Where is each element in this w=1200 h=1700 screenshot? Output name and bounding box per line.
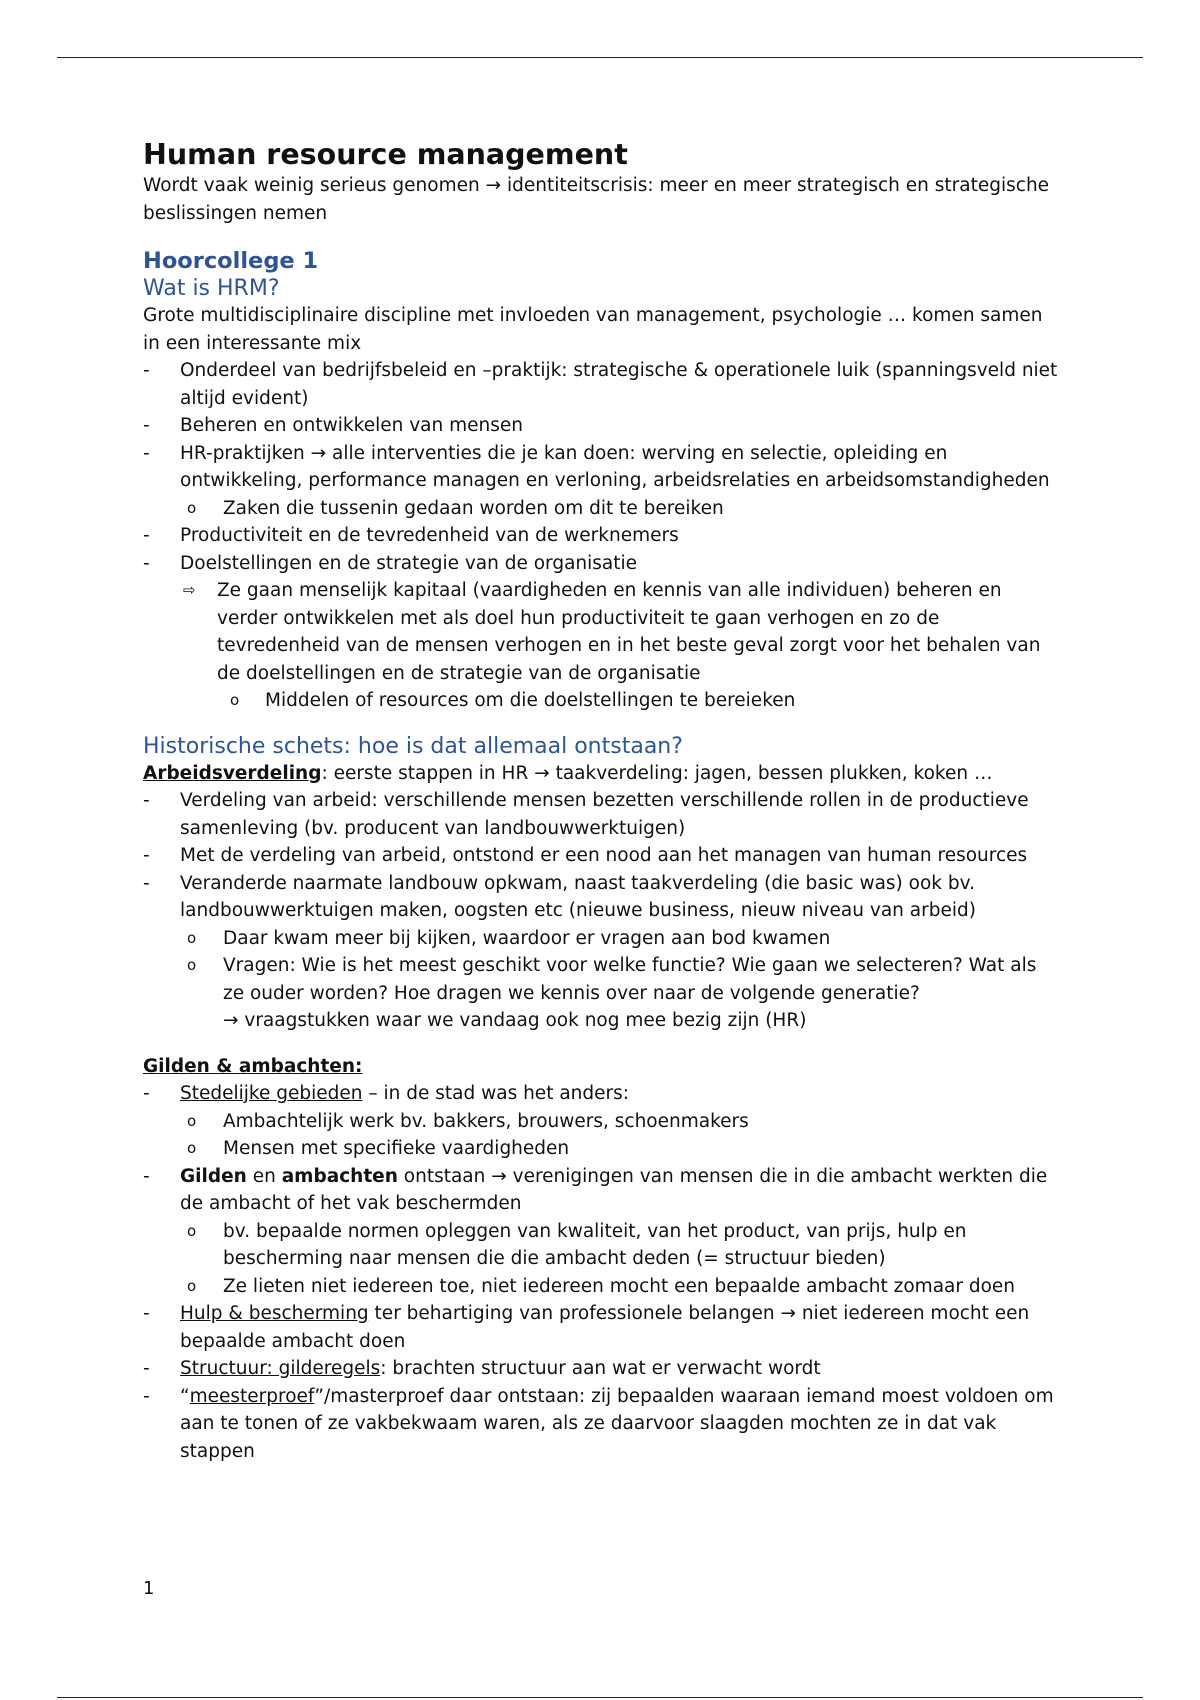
dash-marker: - xyxy=(143,415,150,436)
heading-wat-is-hrm: Wat is HRM? xyxy=(143,276,280,301)
list-item: - Onderdeel van bedrijfsbeleid en –praktijk: strategische & operationele luik (spanningsveld niet altijd evident) xyxy=(143,357,1063,412)
dash-marker: - xyxy=(143,872,150,894)
section1-intro: Grote multidisciplinaire discipline met invloeden van management, psychologie … komen samen in een interessante mix xyxy=(143,305,1043,354)
list-item: - Doelstellingen en de strategie van de organisatie xyxy=(143,550,1063,578)
dash-marker: - xyxy=(143,845,150,866)
sub-list-item: o Zaken die tussenin gedaan worden om dit te bereiken xyxy=(143,495,1063,523)
dash-marker: - xyxy=(143,1358,150,1379)
circle-bullet-icon: o xyxy=(187,498,197,517)
dash-marker: - xyxy=(143,552,150,574)
arrow-list-item: ⇨ Ze gaan menselijk kapitaal (vaardigheden en kennis van alle individuen) beheren en verder ontwikkelen met als doel hun productiviteit te gaan verhogen en zo de tevredenheid van de mensen verhogen en in het beste geval zorgt voor het behalen van de doelstellingen en de strategie van de organisatie xyxy=(143,577,1063,687)
list-item: - Hulp & bescherming ter behartiging van professionele belangen → niet iedereen mocht een bepaalde ambacht doen xyxy=(143,1300,1063,1355)
dash-marker: - xyxy=(143,360,150,381)
list-item: - Met de verdeling van arbeid, ontstond er een nood aan het managen van human resources xyxy=(143,842,1063,870)
document-title: Human resource management xyxy=(143,138,628,171)
dash-marker: - xyxy=(143,1083,150,1104)
footer-rule xyxy=(57,1697,1143,1698)
list-item: - “meesterproef”/masterproef daar ontstaan: zij bepaalden waaraan iemand moest voldoen om aan te tonen of ze vakbekwaam waren, als ze daarvoor slaagden mochten ze in dat vak stappen xyxy=(143,1383,1063,1466)
sub-list-item: o Daar kwam meer bij kijken, waardoor er vragen aan bod kwamen xyxy=(143,925,1063,953)
arrow-bullet-icon: ⇨ xyxy=(183,581,196,599)
heading-historische-schets: Historische schets: hoe is dat allemaal ontstaan? xyxy=(143,733,683,759)
list-item: - Structuur: gilderegels: brachten structuur aan wat er verwacht wordt xyxy=(143,1355,1063,1383)
dash-marker: - xyxy=(143,442,150,464)
list-item: - Veranderde naarmate landbouw opkwam, naast taakverdeling (die basic was) ook bv. landbouwwerktuigen maken, oogsten etc (nieuwe business, nieuw niveau van arbeid) xyxy=(143,870,1063,925)
list-item: - HR-praktijken → alle interventies die je kan doen: werving en selectie, opleiding en ontwikkeling, performance managen en verloning, arbeidsrelaties en arbeidsomstandigheden xyxy=(143,440,1063,495)
sub-list-item: o Vragen: Wie is het meest geschikt voor welke functie? Wie gaan we selecteren? Wat als ze ouder worden? Hoe dragen we kennis over naar de volgende generatie? xyxy=(143,952,1063,1007)
heading-hoorcollege: Hoorcollege 1 xyxy=(143,248,319,274)
circle-bullet-icon: o xyxy=(230,691,240,709)
dash-marker: - xyxy=(143,1303,150,1324)
sub-list-item: o Middelen of resources om die doelstellingen te bereieken xyxy=(143,687,1063,715)
list-item: - Productiviteit en de tevredenheid van de werknemers xyxy=(143,522,1063,550)
circle-bullet-icon: o xyxy=(187,1276,197,1295)
dash-marker: - xyxy=(143,790,150,811)
circle-bullet-icon: o xyxy=(187,1111,197,1130)
sub-list-continuation: → vraagstukken waar we vandaag ook nog mee bezig zijn (HR) xyxy=(223,1010,807,1031)
sub-list-item: o Ambachtelijk werk bv. bakkers, brouwers, schoenmakers xyxy=(143,1108,1063,1136)
heading-gilden-ambachten: Gilden & ambachten: xyxy=(143,1055,363,1077)
circle-bullet-icon: o xyxy=(187,956,197,974)
document-body xyxy=(143,138,1063,1465)
list-item: - Stedelijke gebieden – in de stad was het anders: xyxy=(143,1080,1063,1108)
sub-list-item: o Mensen met specifieke vaardigheden xyxy=(143,1135,1063,1163)
intro-paragraph: Wordt vaak weinig serieus genomen → identiteitscrisis: meer en meer strategisch en strategische beslissingen nemen xyxy=(143,175,1050,224)
dash-marker: - xyxy=(143,1165,150,1187)
dash-marker: - xyxy=(143,525,150,546)
dash-marker: - xyxy=(143,1385,150,1407)
section2-intro: Arbeidsverdeling: eerste stappen in HR → taakverdeling: jagen, bessen plukken, koken … xyxy=(143,762,993,784)
list-item: - Verdeling van arbeid: verschillende mensen bezetten verschillende rollen in de productieve samenleving (bv. producent van landbouwwerktuigen) xyxy=(143,787,1063,842)
circle-bullet-icon: o xyxy=(187,1139,197,1157)
header-rule xyxy=(57,57,1143,58)
circle-bullet-icon: o xyxy=(187,1221,197,1240)
sub-list-item: o bv. bepaalde normen opleggen van kwaliteit, van het product, van prijs, hulp en bescherming naar mensen die die ambacht deden (= structuur bieden) xyxy=(143,1218,1063,1273)
page-number: 1 xyxy=(143,1578,155,1599)
sub-list-item: o Ze lieten niet iedereen toe, niet iedereen mocht een bepaalde ambacht zomaar doen xyxy=(143,1273,1063,1301)
circle-bullet-icon: o xyxy=(187,928,197,947)
list-item: - Gilden en ambachten ontstaan → verenigingen van mensen die in die ambacht werkten die de ambacht of het vak beschermden xyxy=(143,1163,1063,1218)
list-item: - Beheren en ontwikkelen van mensen xyxy=(143,412,1063,440)
